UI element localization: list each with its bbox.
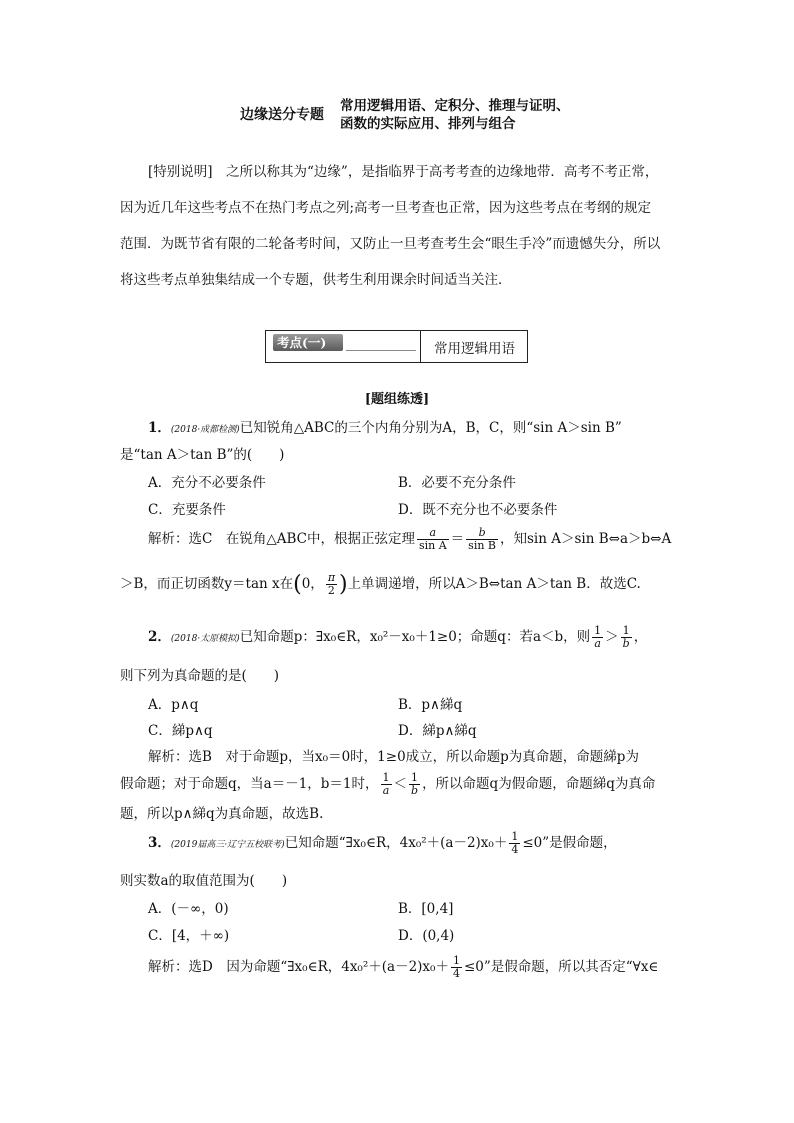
q3-option-c: C．[4，＋∞) (148, 928, 230, 944)
q1-fraction-b-sinB: $\frac{b}{\text{sin B}}$ (468, 526, 496, 552)
intro-line-4: 将这些考点单独集结成一个专题，供考生利用课余时间适当关注． (120, 272, 512, 288)
q3-source: (2019届高三·辽宁五校联考) (170, 840, 285, 850)
q2-solution-3: 题，所以p∧綈q为真命题，故选B. (120, 806, 324, 822)
q2-option-d: D．綈p∧綈q (398, 723, 477, 739)
kaodian-tag-cell (266, 331, 421, 362)
q1-stem-1: 已知锐角△ABC的三个内角分别为A，B，C，则“sin A＞sin B” (239, 420, 622, 436)
q2-solution-2a: 假命题；对于命题q，当a＝－1，b＝1时， (120, 776, 379, 792)
q2-option-b: B．p∧綈q (398, 697, 463, 713)
q2-solution-2b: ，所以命题q为假命题，命题綈q为真命 (422, 776, 656, 792)
q3-number: 3． (148, 835, 171, 851)
q3-solution-1 (148, 955, 658, 980)
q2-stem-2: 则下列为真命题的是( ) (120, 668, 280, 684)
q1-line-1 (148, 416, 622, 436)
kaodian-box (265, 330, 528, 363)
topic-subtitle-line2: 函数的实际应用、排列与组合 (340, 116, 516, 132)
q2-fraction-1-b: $\frac{1}{b}$ (622, 624, 630, 650)
q3-solution-1a: 解析：选D 因为命题“∃x₀∈R，4x₀²＋(a－2)x₀＋ (148, 959, 449, 975)
q3-option-a: A．(－∞，0) (148, 901, 229, 917)
q2-sol-fraction-1-b: $\frac{1}{b}$ (411, 771, 419, 797)
q1-option-d: D．既不充分也不必要条件 (398, 502, 558, 518)
q3-stem-2: 则实数a的取值范围为( ) (120, 873, 288, 889)
q2-number: 2． (148, 629, 171, 645)
right-paren: ) (339, 572, 348, 597)
q1-option-b: B．必要不充分条件 (398, 475, 516, 491)
q3-stem-1a: 已知命题“∃x₀∈R，4x₀²＋(a－2)x₀＋ (284, 835, 508, 851)
intro-line-1: [特别说明] 之所以称其为“边缘”，是指临界于高考考查的边缘地带．高考不考正常， (148, 164, 659, 180)
intro-line-3: 范围．为既节省有限的二轮备考时间，又防止一旦考查考生会“眼生手冷”而遗憾失分，所以 (120, 236, 661, 252)
q3-solution-1b: ≤0”是假命题，所以其否定“∀x∈ (463, 959, 659, 975)
kaodian-divider (346, 350, 416, 351)
left-paren: ( (293, 572, 302, 597)
q3-fraction-1-4: $\frac{1}{4}$ (511, 830, 519, 856)
kaodian-tag: 考点(一) (273, 334, 343, 351)
q2-comma: ， (633, 629, 648, 645)
q2-solution-1: 解析：选B 对于命题p，当x₀＝0时，1≥0成立，所以命题p为真命题，命题綈p为 (148, 749, 639, 765)
q1-solution-1a: 解析：选C 在锐角△ABC中，根据正弦定理 (148, 531, 415, 547)
q1-stem-2: 是“tan A＞tan B”的( ) (120, 447, 285, 463)
interval-left: 0， (301, 576, 324, 592)
q3-stem-1b: ≤0”是假命题， (522, 835, 617, 851)
q1-fraction-pi-2: $\frac{\pi}{2}$ (327, 571, 336, 597)
q3-option-d: D．(0,4) (398, 928, 455, 944)
q3-line-1 (148, 831, 617, 856)
intro-line-2: 因为近几年这些考点不在热门考点之列;高考一旦考查也正常，因为这些考点在考纲的规定 (120, 200, 652, 216)
q2-line-1 (148, 625, 647, 650)
q2-fraction-1-a: $\frac{1}{a}$ (594, 624, 602, 650)
q1-solution-2b: 上单调递增，所以A＞B⇔tan A＞tan B．故选C. (347, 576, 641, 592)
q2-option-a: A．p∧q (148, 697, 199, 713)
q1-equals: ＝ (450, 531, 465, 547)
q2-source: (2018·太原模拟) (170, 634, 240, 644)
section-heading: [题组练透] (364, 392, 430, 407)
q3-option-b: B．[0,4] (398, 901, 454, 917)
q1-option-c: C．充要条件 (148, 502, 226, 518)
q1-source: (2018·成都检测) (170, 425, 240, 435)
q2-sol-fraction-1-a: $\frac{1}{a}$ (382, 771, 390, 797)
q1-solution-2 (120, 572, 641, 597)
q1-solution-1 (148, 527, 671, 552)
q2-option-c: C．綈p∧q (148, 723, 213, 739)
topic-label: 边缘送分专题 (240, 107, 324, 123)
q3-sol-fraction-1-4: $\frac{1}{4}$ (452, 954, 460, 980)
q1-solution-2a: ＞B，而正切函数y＝tan x在 (120, 576, 294, 592)
q1-fraction-a-sinA: $\frac{a}{\text{sin A}}$ (418, 526, 447, 552)
q1-option-a: A．充分不必要条件 (148, 475, 266, 491)
q1-solution-1b: ，知sin A＞sin B⇔a＞b⇔A (500, 531, 672, 547)
q2-solution-2 (120, 772, 655, 797)
topic-subtitle-line1: 常用逻辑用语、定积分、推理与证明、 (340, 98, 570, 114)
q2-stem-1: 已知命题p：∃x₀∈R，x₀²－x₀＋1≥0；命题q：若a＜b，则 (239, 629, 591, 645)
q1-number: 1． (148, 420, 171, 436)
q2-gt: ＞ (605, 629, 619, 645)
kaodian-title: 常用逻辑用语 (434, 341, 515, 357)
q2-lt: ＜ (393, 776, 408, 792)
